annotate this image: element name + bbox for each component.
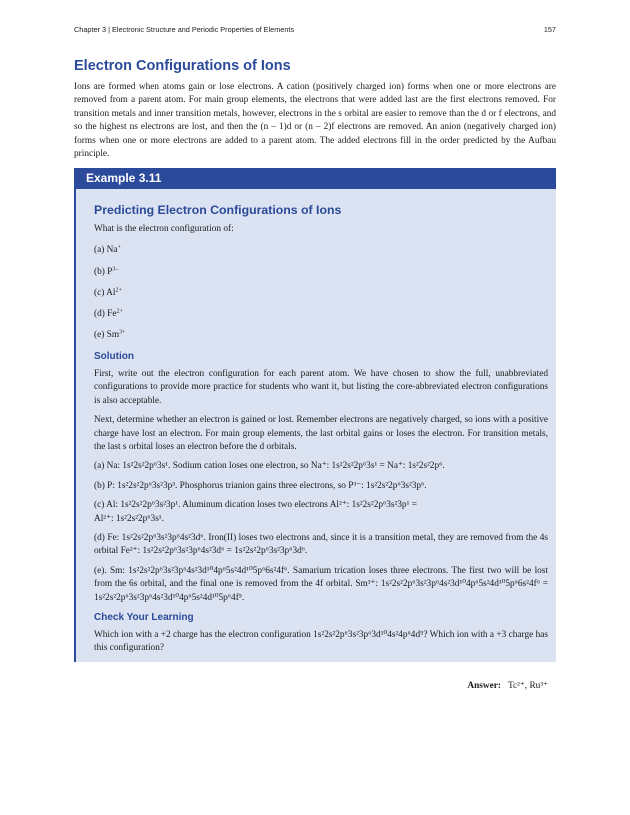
section-title: Electron Configurations of Ions xyxy=(74,58,291,74)
solution-heading: Solution xyxy=(94,350,134,362)
answer-value: Tc²⁺, Ru³⁺ xyxy=(507,681,548,691)
answer-c-line-2: Al²⁺: 1s²2s²2p⁶3s¹. xyxy=(94,513,164,524)
running-header xyxy=(74,25,556,37)
ion-item: (d) $Fe^{2+}$ xyxy=(94,308,123,319)
page-number: 157 xyxy=(543,25,556,34)
ion-item: (e) $Sm^{3+}$ xyxy=(94,329,126,340)
ion-item: (a) Na+ xyxy=(94,244,121,256)
answer-d: (d) Fe: 1s²2s²2p⁶3s²3p⁶4s²3d⁶. Iron(II) loses two electrons and, since it is a transition metal, they are removed from the 4s orbital Fe²⁺: 1s²2s²2p⁶3s²3p⁶4s²3d⁶ = 1s²2s²2p⁶3s²3p⁶3d⁶. xyxy=(94,532,548,557)
answer-label: Answer: xyxy=(467,681,501,691)
check-question: Which ion with a +2 charge has the electron configuration 1s²2s²2p⁶3s²3p⁶3d¹⁰4s²4p⁶4d⁵? Which ion with a +3 charge has this configuration? xyxy=(94,629,548,654)
running-head-text: Chapter 3 | Electronic Structure and Periodic Properties of Elements xyxy=(74,25,295,34)
example-box xyxy=(74,168,556,691)
example-label: Example 3.11 xyxy=(74,168,556,189)
question-text: What is the electron configuration of: xyxy=(94,224,234,234)
answer-a: (a) Na: 1s²2s²2p⁶3s¹. Sodium cation loses one electron, so Na⁺: 1s²2s²2p⁶3s¹ = Na⁺: 1s²2s²2p⁶. xyxy=(94,461,445,472)
solution-paragraph-1: First, write out the electron configuration for each parent atom. We have chosen to show the full, unabbreviated configurations to provide more practice for students who want it, but listing the core-abbreviated electron configurations is also acceptable. xyxy=(94,368,548,406)
example-left-rule xyxy=(74,189,76,662)
intro-paragraph: Ions are formed when atoms gain or lose electrons. A cation (positively charged ion) forms when one or more electrons are removed from a parent atom. For main group elements, the electrons that were added last are the first electrons removed. For transition metals and inner transition metals, however, electrons in the s orbital are easier to remove than the d or f electrons, and so the highest ns electrons are lost, and then the (n – 1)d or (n – 2)f electrons are removed. An anion (negatively charged ion) forms when one or more electrons are added to a parent atom. The added electrons fill in the order predicted by the Aufbau principle. xyxy=(74,82,556,160)
answer-b: (b) P: 1s²2s²2p⁶3s²3p³. Phosphorus trianion gains three electrons, so P³⁻: 1s²2s²2p⁶3s²3p⁶. xyxy=(94,480,427,491)
solution-paragraph-2: Next, determine whether an electron is gained or lost. Remember electrons are negatively charged, so ions with a positive charge have lost an electron. For main group elements, the last orbital gains or loses the electron. For transition metals, the last s orbital loses an electron before the d orbitals. xyxy=(94,415,548,452)
example-title: Predicting Electron Configurations of Ions xyxy=(94,203,342,217)
answer-e: (e). Sm: 1s²2s²2p⁶3s²3p⁶4s²3d¹⁰4p⁶5s²4d¹⁰5p⁶6s²4f⁶. Samarium trication loses three electrons. The first two will be lost from the 6s orbital, and the final one is removed from the 4f orbital. Sm³⁺: 1s²2s²2p⁶3s²3p⁶4s²3d¹⁰4p⁶5s²4d¹⁰5p⁶6s²4f⁶ = 1s²2s²2p⁶3s²3p⁶4s²3d¹⁰4p⁶5s²4d¹⁰5p⁶4f⁵. xyxy=(94,565,548,603)
ion-item: (c) $Al^{2+}$ xyxy=(94,287,122,298)
check-heading: Check Your Learning xyxy=(94,611,194,623)
example-body xyxy=(94,202,548,691)
answer-c-line-1: (c) Al: 1s²2s²2p⁶3s²3p¹. Aluminum dication loses two electrons Al²⁺: 1s²2s²2p⁶3s²3p¹ = xyxy=(94,500,417,511)
answer-line xyxy=(467,680,548,693)
ion-item: (b) $P^{3-}$ xyxy=(94,266,119,277)
